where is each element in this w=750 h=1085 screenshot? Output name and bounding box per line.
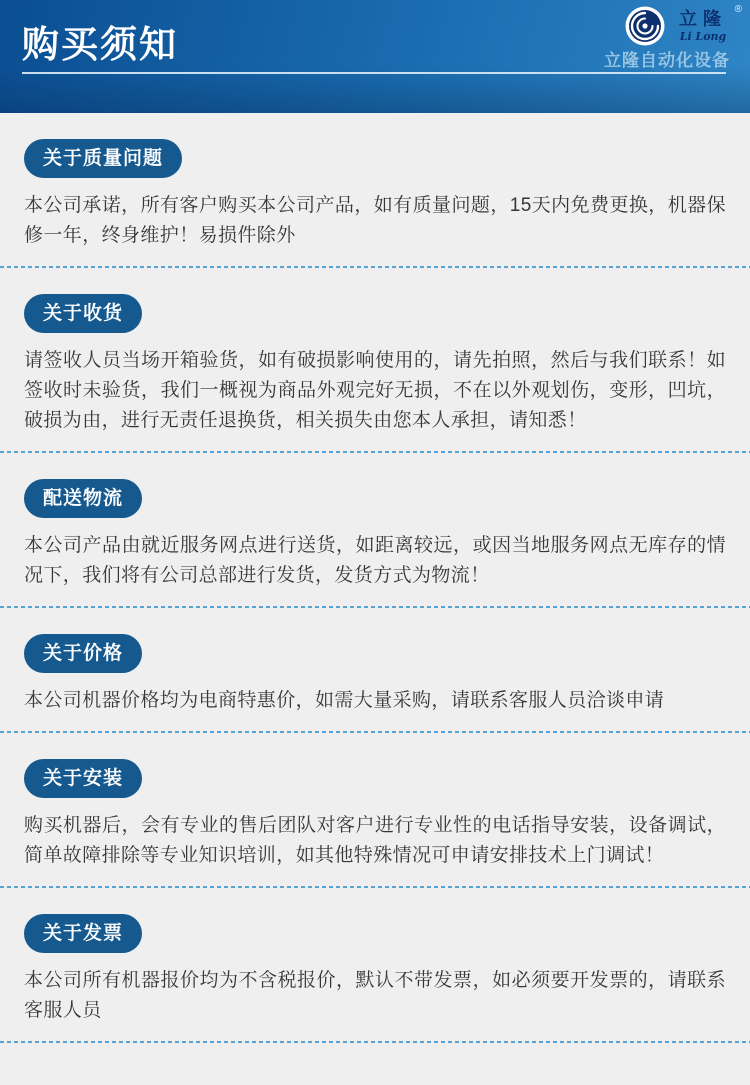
section-quality [0,113,750,268]
brand-text [672,4,742,43]
section-badge-logistics: 配送物流 [24,479,142,518]
section-badge-installation: 关于安装 [24,759,142,798]
section-body-logistics: 本公司产品由就近服务网点进行送货，如距离较远，或因当地服务网点无库存的情况下，我们将有公司总部进行发货，发货方式为物流！ [24,535,726,586]
brand-name-cn: 立隆 [679,9,727,30]
page-header [0,0,750,113]
section-body-installation: 购买机器后，会有专业的售后团队对客户进行专业性的电话指导安装，设备调试，简单故障排除等专业知识培训，如其他特殊情况可申请安排技术上门调试！ [24,815,726,866]
section-body-invoice: 本公司所有机器报价均为不含税报价，默认不带发票，如必须要开发票的，请联系客服人员 [24,970,726,1021]
section-badge-invoice: 关于发票 [24,914,142,953]
section-body-price: 本公司机器价格均为电商特惠价，如需大量采购，请联系客服人员洽谈申请 [24,690,665,711]
section-invoice [0,888,750,1043]
section-badge-quality: 关于质量问题 [24,139,182,178]
section-installation [0,733,750,888]
section-body-receiving: 请签收人员当场开箱验货，如有破损影响使用的，请先拍照，然后与我们联系！如签收时未验货，我们一概视为商品外观完好无损，不在以外观划伤，变形，凹坑，破损为由，进行无责任退换货，相关损失由您本人承担，请知悉！ [24,350,726,431]
swirl-logo-icon [625,6,665,46]
section-receiving [0,268,750,453]
page-title: 购买须知 [22,24,178,65]
section-badge-price: 关于价格 [24,634,142,673]
section-body-quality: 本公司承诺，所有客户购买本公司产品，如有质量问题，15天内免费更换，机器保修一年，终身维护！易损件除外 [24,195,726,246]
section-price [0,608,750,733]
header-underline [22,72,726,74]
section-badge-receiving: 关于收货 [24,294,142,333]
section-logistics [0,453,750,608]
brand-name-en: Li Long [679,30,727,43]
company-name: 立隆自动化设备 [604,51,730,70]
brand-logo [625,4,742,46]
registered-mark: ® [734,4,742,15]
